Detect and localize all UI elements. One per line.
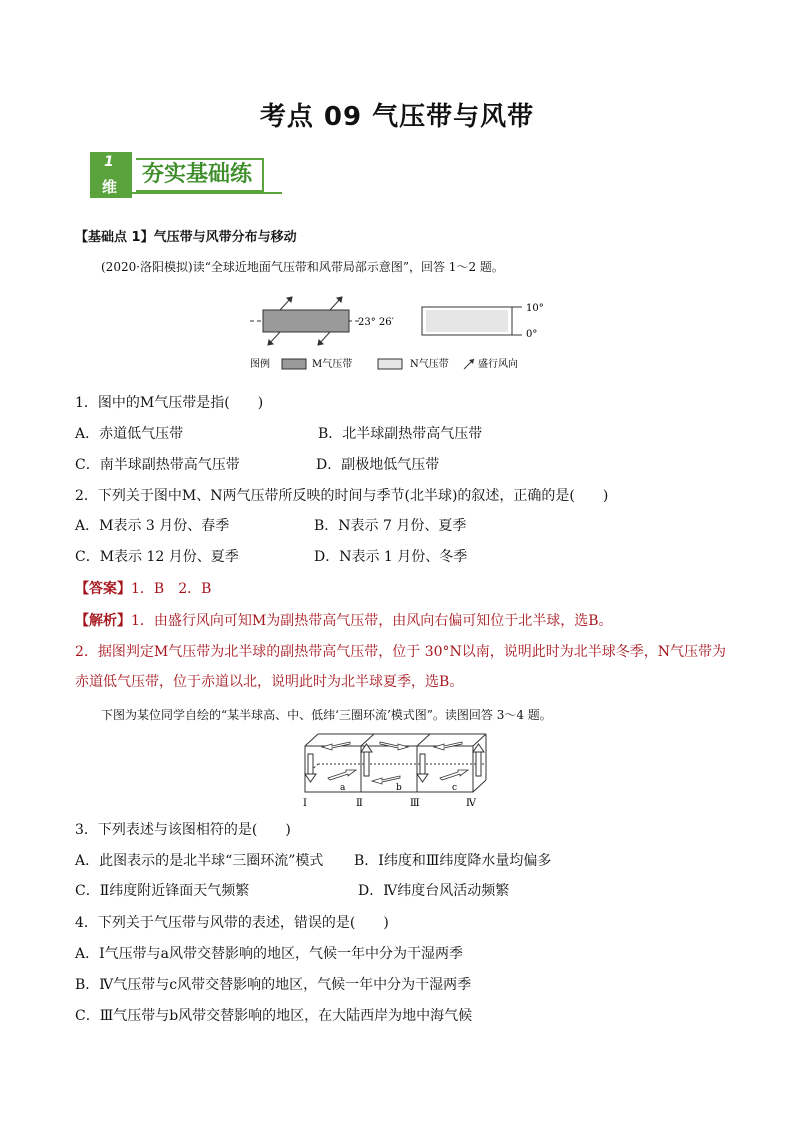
lat-label-3: Ⅲ xyxy=(410,798,420,809)
lat-label-2: Ⅱ xyxy=(356,798,363,809)
q4-option-b: B．Ⅳ气压带与c风带交替影响的地区，气候一年中分为干湿两季 xyxy=(75,977,472,993)
answer-line xyxy=(75,580,211,598)
q3-stem: 3．下列表述与该图相符的是( ) xyxy=(75,822,291,838)
badge-char: 维 xyxy=(102,178,118,196)
section-heading: 【基础点 1】气压带与风带分布与移动 xyxy=(75,230,297,245)
legend-wind-label: 盛行风向 xyxy=(478,359,518,370)
q1-option-a: A．赤道低气压带 xyxy=(75,426,184,442)
banner-underline xyxy=(132,186,282,194)
q3-option-a: A．此图表示的是北半球“三圈环流”模式 xyxy=(75,853,324,869)
q2-option-c: C．M表示 12 月份、夏季 xyxy=(75,549,239,565)
analysis-line-3: 赤道低气压带，位于赤道以北，说明此时为北半球夏季，选B。 xyxy=(75,674,464,690)
legend-title: 图例 xyxy=(250,359,270,370)
lat-23-label: 23° 26′ xyxy=(358,317,394,328)
q1-option-b: B．北半球副热带高气压带 xyxy=(318,426,483,442)
legend-m-label: M气压带 xyxy=(312,359,353,370)
lat-label-1: Ⅰ xyxy=(303,798,307,809)
badge-number: 1 xyxy=(104,154,114,170)
q2-option-b: B．N表示 7 月份、夏季 xyxy=(314,518,467,534)
q1-option-d: D．副极地低气压带 xyxy=(316,457,440,473)
q4-option-a: A．Ⅰ气压带与a风带交替影响的地区，气候一年中分为干湿两季 xyxy=(75,946,463,962)
legend-m-swatch xyxy=(282,359,306,369)
wind-label-c: c xyxy=(452,783,458,793)
q3-option-d: D．Ⅳ纬度台风活动频繁 xyxy=(358,883,510,899)
answer-text: 1．B 2．B xyxy=(131,581,212,597)
section-badge xyxy=(90,152,132,198)
q2-stem: 2．下列关于图中M、N两气压带所反映的时间与季节(北半球)的叙述，正确的是( ) xyxy=(75,488,609,504)
section-banner-label: 夯实基础练 xyxy=(136,158,264,192)
analysis-line-1 xyxy=(75,612,613,630)
n-belt-fill xyxy=(426,310,508,332)
three-cell-circulation-figure xyxy=(300,732,500,810)
wind-label-b: b xyxy=(396,783,402,793)
analysis-text-1: 1．由盛行风向可知M为副热带高气压带，由风向右偏可知位于北半球，选B。 xyxy=(131,613,613,629)
q3-option-c: C．Ⅱ纬度附近锋面天气频繁 xyxy=(75,883,250,899)
answer-tag: 【答案】 xyxy=(75,581,131,597)
q3-option-b: B．Ⅰ纬度和Ⅲ纬度降水量均偏多 xyxy=(354,853,552,869)
wind-label-a: a xyxy=(340,783,346,793)
intro-text-2: 下图为某位同学自绘的“某半球高、中、低纬‘三圈环流’模式图”。读图回答 3～4 题。 xyxy=(101,708,552,722)
q4-stem: 4．下列关于气压带与风带的表述，错误的是( ) xyxy=(75,915,389,931)
lat-0-label: 0° xyxy=(526,329,538,340)
legend-n-label: N气压带 xyxy=(410,359,449,370)
analysis-line-2: 2．据图判定M气压带为北半球的副热带高气压带，位于 30°N以南，说明此时为北半球冬季，N气压带为 xyxy=(75,644,727,660)
intro-text-1: (2020·洛阳模拟)读“全球近地面气压带和风带局部示意图”，回答 1～2 题。 xyxy=(101,260,504,274)
pressure-belt-figure xyxy=(240,285,544,380)
q2-option-a: A．M表示 3 月份、春季 xyxy=(75,518,230,534)
q2-option-d: D．N表示 1 月份、冬季 xyxy=(314,549,468,565)
lat-label-4: Ⅳ xyxy=(466,798,476,809)
legend-n-swatch xyxy=(378,359,402,369)
q1-stem: 1．图中的M气压带是指( ) xyxy=(75,395,264,411)
analysis-tag: 【解析】 xyxy=(75,613,131,629)
m-pressure-belt xyxy=(263,310,349,332)
lat-10-label: 10° xyxy=(526,303,544,314)
q4-option-c: C．Ⅲ气压带与b风带交替影响的地区，在大陆西岸为地中海气候 xyxy=(75,1008,473,1024)
page-title: 考点 09 气压带与风带 xyxy=(259,102,535,132)
q1-option-c: C．南半球副热带高气压带 xyxy=(75,457,240,473)
